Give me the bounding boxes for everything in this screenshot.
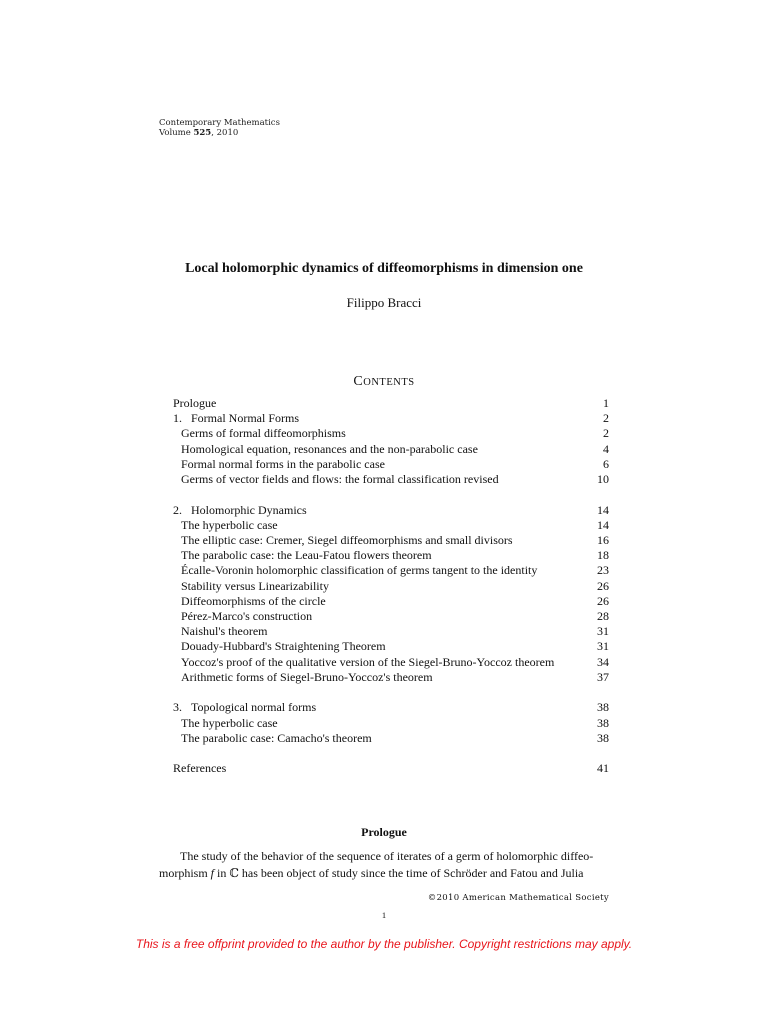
toc-entry-page: 1 xyxy=(603,396,609,410)
toc-entry-label xyxy=(173,411,299,426)
toc-entry-page: 10 xyxy=(597,471,609,486)
toc-entry-label xyxy=(173,579,329,594)
toc-entry[interactable] xyxy=(173,579,609,594)
toc-entry[interactable] xyxy=(173,624,609,639)
toc-entry-label xyxy=(173,442,478,457)
offprint-notice: This is a free offprint provided to the author by the publisher. Copyright restrictions may apply. xyxy=(135,937,633,951)
toc-entry-label xyxy=(173,731,372,746)
toc-section-number: 2. xyxy=(173,502,182,517)
contents-heading: CONTENTS xyxy=(353,374,415,389)
toc-entry-title: Écalle-Voronin holomorphic classification of germs tangent to the identity xyxy=(181,563,538,578)
volume-year: , 2010 xyxy=(211,128,239,138)
toc-entry-label xyxy=(173,624,267,639)
toc-entry[interactable] xyxy=(173,472,609,487)
toc-entry[interactable] xyxy=(173,731,609,746)
toc-entry-page: 6 xyxy=(603,456,609,471)
toc-entry[interactable] xyxy=(173,670,609,685)
toc-entry[interactable] xyxy=(173,700,609,715)
prologue-text xyxy=(159,848,609,882)
toc-entry[interactable] xyxy=(173,533,609,548)
toc-entry-title: Douady-Hubbard's Straightening Theorem xyxy=(181,639,386,654)
toc-entry-title: Formal Normal Forms xyxy=(191,411,299,426)
toc-group xyxy=(173,503,609,685)
toc-entry-label xyxy=(173,457,385,472)
toc-entry-label xyxy=(173,548,432,563)
toc-entry-label xyxy=(173,655,554,670)
toc-entry-page: 14 xyxy=(597,517,609,532)
toc-entry-label xyxy=(173,609,312,624)
toc-entry-title: The parabolic case: the Leau-Fatou flowers theorem xyxy=(181,548,432,563)
toc-entry[interactable] xyxy=(173,548,609,563)
toc-entry[interactable] xyxy=(173,442,609,457)
toc-entry-page: 4 xyxy=(603,441,609,456)
toc-entry[interactable] xyxy=(173,609,609,624)
series-info xyxy=(159,118,280,138)
toc-entry-label xyxy=(173,761,226,776)
prologue-heading: Prologue xyxy=(361,825,407,839)
toc-entry-label xyxy=(173,639,386,654)
toc-section-number: 1. xyxy=(173,411,182,426)
toc-entry[interactable] xyxy=(173,639,609,654)
toc-entry-title: Pérez-Marco's construction xyxy=(181,608,313,623)
page-number: 1 xyxy=(381,910,387,920)
toc-entry-title: Arithmetic forms of Siegel-Bruno-Yoccoz's theorem xyxy=(181,669,433,684)
toc-entry-title: Naishul's theorem xyxy=(181,624,268,639)
copyright-notice: ©2010 American Mathematical Society xyxy=(427,893,609,903)
toc-entry[interactable] xyxy=(173,457,609,472)
toc-entry-label xyxy=(173,472,499,487)
toc-entry-title: Germs of formal diffeomorphisms xyxy=(181,426,346,441)
toc-entry-label xyxy=(173,503,307,518)
toc-entry-page: 2 xyxy=(603,411,609,426)
toc-section-number: 3. xyxy=(173,700,182,715)
toc-entry[interactable] xyxy=(173,426,609,441)
toc-entry-title: Diffeomorphisms of the circle xyxy=(181,593,326,608)
toc-entry-title: References xyxy=(173,761,227,776)
volume-label: Volume xyxy=(159,128,194,138)
toc-entry-title: Yoccoz's proof of the qualitative version of the Siegel-Bruno-Yoccoz theorem xyxy=(181,654,555,669)
toc-entry-title: The elliptic case: Cremer, Siegel diffeomorphisms and small divisors xyxy=(181,533,513,547)
toc-entry-title: Holomorphic Dynamics xyxy=(191,502,307,517)
toc-entry[interactable] xyxy=(173,761,609,776)
toc-entry-page: 38 xyxy=(597,715,609,730)
toc-entry-title: Prologue xyxy=(173,396,217,410)
toc-entry[interactable] xyxy=(173,518,609,533)
toc-entry-label xyxy=(173,594,326,609)
toc-entry-label xyxy=(173,518,278,533)
volume-number: 525 xyxy=(193,128,212,138)
toc-entry-page: 31 xyxy=(597,639,609,654)
toc-entry-title: Topological normal forms xyxy=(191,700,317,715)
toc-entry-page: 41 xyxy=(597,761,609,776)
toc-entry-page: 28 xyxy=(597,608,609,623)
toc-entry-label xyxy=(173,426,346,441)
volume-line xyxy=(159,128,280,138)
toc-entry-title: Homological equation, resonances and the non-parabolic case xyxy=(181,441,478,456)
table-of-contents xyxy=(173,396,609,792)
toc-entry-title: The hyperbolic case xyxy=(181,715,278,730)
toc-entry-label xyxy=(173,396,216,411)
toc-entry[interactable] xyxy=(173,411,609,426)
toc-entry-page: 18 xyxy=(597,548,609,563)
paper-title: Local holomorphic dynamics of diffeomorphisms in dimension one xyxy=(185,261,583,276)
toc-entry[interactable] xyxy=(173,396,609,411)
toc-entry-page: 26 xyxy=(597,578,609,593)
toc-entry-page: 34 xyxy=(597,654,609,669)
toc-entry-title: The parabolic case: Camacho's theorem xyxy=(181,730,372,745)
toc-entry-page: 31 xyxy=(597,624,609,639)
toc-entry-label xyxy=(173,716,278,731)
toc-entry-title: Germs of vector fields and flows: the formal classification revised xyxy=(181,471,499,486)
toc-entry-title: Stability versus Linearizability xyxy=(181,578,329,593)
toc-group xyxy=(173,761,609,776)
toc-entry-page: 37 xyxy=(597,669,609,684)
paper-author: Filippo Bracci xyxy=(346,295,422,310)
toc-entry-page: 38 xyxy=(597,700,609,715)
toc-entry-page: 38 xyxy=(597,730,609,745)
toc-entry-page: 23 xyxy=(597,563,609,578)
toc-entry[interactable] xyxy=(173,563,609,578)
toc-entry-page: 26 xyxy=(597,593,609,608)
toc-entry[interactable] xyxy=(173,503,609,518)
toc-entry-label xyxy=(173,700,316,715)
toc-entry-label xyxy=(173,533,513,548)
toc-entry-page: 2 xyxy=(603,426,609,441)
toc-entry[interactable] xyxy=(173,655,609,670)
toc-entry[interactable] xyxy=(173,716,609,731)
toc-entry-title: The hyperbolic case xyxy=(181,517,278,532)
series-name: Contemporary Mathematics xyxy=(159,118,280,128)
prologue-line-2: morphism f in ℂ has been object of study since the time of Schröder and Fatou and Julia xyxy=(159,866,584,880)
toc-entry-page: 16 xyxy=(597,533,609,547)
toc-entry-label xyxy=(173,563,537,578)
toc-group xyxy=(173,700,609,746)
toc-group xyxy=(173,396,609,487)
prologue-line-1: The study of the behavior of the sequence of iterates of a germ of holomorphic diffeo- xyxy=(180,849,594,863)
toc-entry-label xyxy=(173,670,433,685)
toc-entry-title: Formal normal forms in the parabolic case xyxy=(181,456,385,471)
toc-entry[interactable] xyxy=(173,594,609,609)
toc-entry-page: 14 xyxy=(597,502,609,517)
